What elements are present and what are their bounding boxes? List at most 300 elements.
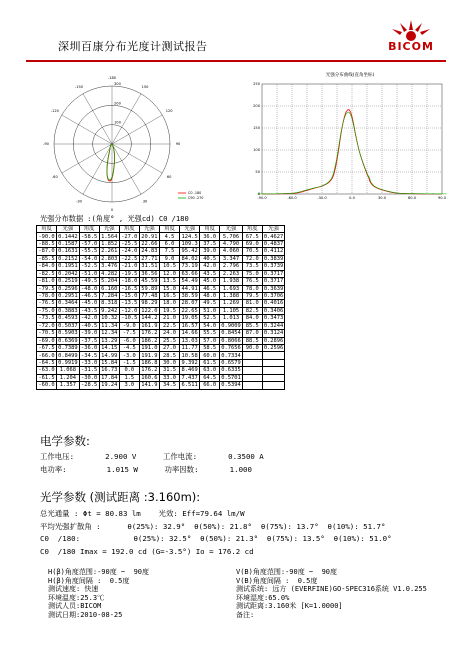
table-cell: 2.803 (101, 255, 118, 262)
table-cell: 0.9919 (58, 359, 78, 366)
condition-right: 测试距离:3.160米 [K=1.0000] (236, 602, 343, 611)
condition-left: 测试速度: 快速 (48, 585, 99, 594)
table-cell: 7.437 (181, 374, 198, 381)
table-row (37, 248, 285, 255)
table-cell: -42.0 (81, 315, 98, 322)
table-cell: 10.32 (101, 315, 118, 322)
cartesian-x-tick: -30.0 (317, 196, 327, 200)
table-cell: 61.5 (200, 359, 220, 366)
table-cell: -3.0 (119, 352, 139, 359)
table-cell: 22.65 (181, 307, 198, 314)
condition-right: 测试系统: 远方 (EVERFINE)GO-SPEC316系统 V1.0.255 (236, 585, 427, 594)
cartesian-distribution-chart (240, 66, 452, 214)
table-row (37, 345, 285, 352)
intensity-data-caption (40, 214, 193, 224)
table-cell: -16.5 (121, 285, 138, 292)
table-cell: 5.204 (101, 278, 118, 285)
table-header-cell: 角度 (159, 226, 179, 233)
table-cell: 0.8454 (221, 330, 241, 337)
legend-label: C90 -270 (188, 196, 204, 200)
polar-angle-label: 120 (165, 109, 173, 114)
table-cell: -4.5 (119, 345, 139, 352)
table-cell: -78.0 (38, 293, 55, 300)
table-cell: -55.5 (81, 248, 98, 255)
table-cell: -28.5 (81, 382, 98, 389)
polar-angle-label: -150 (74, 85, 84, 90)
table-cell: 0.6579 (221, 359, 241, 366)
table-cell (262, 352, 284, 359)
table-cell: -85.5 (38, 255, 55, 262)
table-cell: -51.0 (81, 270, 98, 277)
table-cell: 66.0 (200, 382, 220, 389)
cartesian-x-tick: 30.0 (377, 196, 387, 200)
table-cell: 13.5 (159, 278, 179, 285)
table-cell: 69.0 (242, 240, 262, 247)
table-cell: -67.5 (38, 345, 55, 352)
table-cell: -45.0 (81, 300, 98, 307)
table-cell (262, 359, 284, 366)
table-cell: 90.0 (242, 345, 262, 352)
table-cell: -46.5 (81, 293, 98, 300)
table-cell: 10.5 (159, 263, 179, 270)
condition-right: V(B)角度范围:-90度 ~ 90度 (236, 568, 338, 576)
table-cell: -30.0 (81, 374, 98, 381)
table-cell: 46.5 (200, 285, 220, 292)
table-header-cell: 光强 (220, 226, 242, 233)
table-cell: 0.3473 (263, 315, 284, 322)
table-cell: -66.0 (38, 352, 55, 359)
table-header-cell: 光强 (99, 226, 119, 233)
polar-ring-label: 300 (114, 82, 121, 86)
polar-spoke (62, 144, 112, 173)
cartesian-y-tick: 100 (253, 148, 260, 153)
table-cell: 52.5 (200, 315, 220, 322)
table-cell: 0.3464 (58, 300, 78, 307)
cartesian-y-tick: 0 (257, 192, 260, 197)
table-header-cell: 光强 (180, 226, 200, 233)
table-cell: 45.59 (141, 278, 158, 285)
table-row (37, 292, 285, 299)
optical-line-3: C0 /180: θ(25%): 32.5° θ(50%): 21.3° θ(75%): 13.5° θ(10%): 51.0° (40, 534, 392, 543)
table-header-cell: 角度 (119, 226, 139, 233)
table-cell: -21.0 (121, 263, 138, 270)
table-cell: 24.83 (141, 248, 158, 255)
table-cell: 8.318 (101, 300, 118, 307)
condition-left: 测试人员:BICOM (48, 602, 102, 611)
table-cell: 1.105 (220, 307, 242, 314)
condition-left: H(β)角度间隔 : 0.5度 (48, 576, 130, 585)
table-cell: 186.2 (141, 337, 158, 344)
polar-distribution-chart (30, 64, 215, 214)
table-cell: 39.0 (200, 248, 220, 255)
cartesian-x-tick: -60.0 (287, 196, 297, 200)
polar-angle-label: -180 (107, 76, 117, 81)
table-row (37, 263, 285, 270)
table-cell: -12.0 (121, 307, 138, 314)
legend-label: C0 -180 (188, 191, 202, 195)
table-cell: 109.3 (181, 240, 198, 247)
table-cell: 0.7334 (221, 352, 241, 359)
svg-text:BICOM: BICOM (388, 40, 434, 53)
table-cell: 0.3124 (263, 330, 284, 337)
table-cell: 0.1587 (58, 240, 78, 247)
table-cell: 0.4016 (263, 300, 284, 307)
table-cell: 73.19 (181, 263, 198, 270)
table-row (37, 337, 285, 344)
table-cell: 191.0 (141, 345, 158, 352)
table-cell: -24.0 (121, 248, 138, 255)
table-cell: 78.0 (242, 285, 262, 292)
table-cell: 72.0 (242, 255, 262, 262)
table-cell: 6.160 (101, 285, 118, 292)
table-cell: 12.34 (101, 330, 118, 337)
table-cell: 15.0 (159, 285, 179, 292)
table-cell: 45.0 (200, 278, 220, 285)
table-cell: 3.0 (119, 382, 139, 389)
table-cell: 33.0 (159, 374, 179, 381)
table-cell (242, 374, 262, 381)
table-cell: 1.357 (57, 382, 79, 389)
table-cell: 0.7389 (58, 345, 78, 352)
table-cell: 76.5 (242, 278, 262, 285)
optical-line-4: C0 /180 Imax = 192.0 cd (G=-3.5°) Io = 176.2 cd (40, 547, 254, 556)
table-row (37, 255, 285, 262)
electrical-line-2: 电功率: 1.015 W 功率因数: 1.000 (40, 465, 252, 474)
table-row (37, 367, 285, 374)
table-row (37, 240, 285, 247)
table-cell: 73.5 (242, 263, 262, 270)
table-cell: 15.84 (101, 359, 118, 366)
table-cell: 22.66 (141, 240, 158, 247)
table-row (37, 359, 285, 366)
table-cell: 141.9 (141, 382, 158, 389)
table-cell: 1.564 (101, 233, 118, 240)
table-cell: 0.1442 (58, 233, 78, 240)
table-cell: 161.9 (141, 322, 158, 329)
table-cell: 48.0 (200, 292, 220, 299)
table-cell: 0.2519 (58, 278, 78, 285)
table-cell: 42.0 (200, 263, 220, 270)
polar-angle-label: -60 (51, 175, 58, 180)
condition-right: 环境湿度:65.0% (236, 593, 290, 602)
polar-spoke (83, 144, 112, 194)
polar-angle-label: -30 (76, 199, 82, 204)
table-cell: -60.0 (38, 382, 55, 389)
table-cell: 37.5 (200, 240, 220, 247)
table-cell: 31.51 (141, 263, 158, 270)
table-cell: -52.5 (81, 263, 98, 270)
table-cell: 19.05 (181, 315, 198, 322)
table-cell: -13.5 (121, 300, 138, 307)
table-header-cell: 光强 (139, 226, 159, 233)
table-cell: 36.0 (200, 233, 220, 240)
table-header-cell: 角度 (242, 226, 262, 233)
polar-angle-label: 90 (175, 142, 181, 147)
table-cell: 98.29 (141, 300, 158, 307)
table-row (37, 278, 285, 285)
table-cell: -27.0 (121, 233, 138, 240)
cartesian-chart-title: 光强分布曲线(直角坐标) (325, 73, 375, 78)
table-cell: -82.5 (38, 270, 55, 277)
polar-spoke (83, 94, 112, 144)
table-cell: 63.66 (181, 270, 198, 277)
optical-line-1: 总光通量 : Φt = 80.83 lm 光效: Eff=79.64 lm/W (40, 509, 245, 518)
table-cell: 0.5037 (58, 322, 78, 329)
table-cell: -69.0 (38, 337, 55, 344)
table-cell: 11.77 (181, 345, 198, 352)
table-cell: 0.3639 (263, 285, 284, 292)
table-cell: -10.5 (121, 315, 138, 322)
polar-ring-label: 100 (114, 120, 121, 125)
table-cell: -58.5 (81, 233, 98, 240)
table-cell: 0.3706 (263, 293, 284, 300)
polar-curve-c0 (107, 144, 115, 181)
table-cell: 77.48 (141, 293, 158, 300)
table-cell: 0.2896 (263, 337, 284, 344)
table-cell: 0.3739 (263, 263, 284, 270)
cartesian-x-tick: -90.0 (257, 196, 267, 200)
table-cell: -1.5 (119, 359, 139, 366)
table-cell: 2.261 (101, 248, 118, 255)
table-cell: -9.0 (119, 322, 139, 329)
table-cell: -49.5 (81, 278, 98, 285)
cartesian-x-tick: 60.0 (407, 196, 417, 200)
table-cell: 9.0 (159, 255, 179, 262)
table-cell: 17.84 (101, 374, 118, 381)
table-cell: 0.5903 (58, 330, 78, 337)
intensity-data-label: 光强分布数据 (40, 214, 84, 223)
table-cell: 16.73 (101, 367, 118, 374)
table-header-cell: 光强 (57, 226, 79, 233)
table-cell: -87.0 (38, 248, 55, 255)
bicom-logo (378, 16, 444, 54)
table-cell: 176.2 (141, 330, 158, 337)
polar-angle-label: 0 (110, 208, 114, 213)
table-cell: 0.2042 (58, 270, 78, 277)
table-cell: 186.8 (141, 359, 158, 366)
intensity-data-c: C0 (158, 214, 168, 223)
table-cell: 95.42 (181, 248, 198, 255)
table-cell: -90.0 (38, 233, 55, 240)
table-cell: 51.0 (200, 307, 220, 314)
table-cell: 11.34 (101, 322, 118, 329)
table-cell: 1.068 (57, 367, 79, 374)
table-cell: 43.5 (200, 270, 220, 277)
table-cell: -40.5 (81, 322, 98, 329)
table-cell: 0.3717 (263, 278, 284, 285)
table-cell: 24.0 (159, 330, 179, 337)
table-cell: 0.1951 (58, 263, 78, 270)
table-cell: 30.0 (159, 359, 179, 366)
table-cell: 75.0 (242, 270, 262, 277)
table-header-cell: 角度 (200, 226, 220, 233)
table-cell: -6.0 (119, 337, 139, 344)
table-cell: 85.5 (242, 322, 262, 329)
table-cell: 0.4593 (58, 315, 78, 322)
table-cell: 19.24 (101, 382, 118, 389)
table-cell: 28.07 (181, 300, 198, 307)
table-row (37, 285, 285, 292)
table-cell: -61.5 (38, 374, 55, 381)
table-cell (262, 374, 284, 381)
table-cell: 2.796 (220, 263, 242, 270)
table-cell: 13.29 (101, 337, 118, 344)
table-row (37, 233, 285, 240)
polar-spoke (112, 144, 141, 194)
table-cell: 6.511 (181, 382, 198, 389)
table-cell: 0.7656 (221, 345, 241, 352)
polar-spoke (112, 144, 162, 173)
header-divider (26, 60, 446, 62)
table-cell: 67.5 (242, 233, 262, 240)
table-cell: 54.49 (181, 278, 198, 285)
table-cell: 38.59 (181, 293, 198, 300)
table-cell: 87.0 (242, 330, 262, 337)
table-cell: -88.5 (38, 240, 55, 247)
condition-left: H(β)角度范围:-90度 ~ 90度 (48, 568, 150, 576)
table-cell: 55.5 (200, 330, 220, 337)
table-cell: 58.5 (200, 345, 220, 352)
table-cell: -81.0 (38, 278, 55, 285)
table-cell: 22.5 (159, 322, 179, 329)
table-cell: -79.5 (38, 285, 55, 292)
cartesian-x-tick: 0.0 (349, 196, 355, 200)
table-cell: 70.5 (242, 248, 262, 255)
table-header-cell: 角度 (79, 226, 99, 233)
table-cell: 0.2596 (58, 285, 78, 292)
table-cell: 16.57 (181, 322, 198, 329)
table-cell: 0.8499 (58, 352, 78, 359)
table-cell: 0.5701 (221, 374, 241, 381)
table-cell: 14.15 (101, 345, 118, 352)
table-cell: -31.5 (81, 367, 98, 374)
table-cell: -63.0 (38, 367, 55, 374)
intensity-table (36, 225, 285, 390)
table-cell: 79.5 (242, 292, 262, 299)
cartesian-y-tick: 150 (253, 126, 260, 131)
electrical-line-1: 工作电压: 2.900 V 工作电流: 0.3500 A (40, 452, 264, 461)
table-header-cell: 光强 (262, 226, 284, 233)
table-cell: 12.0 (159, 270, 179, 277)
optical-line-2: 平均光强扩散角 : θ(25%): 32.9° θ(50%): 21.8° θ(75%): 13.7° θ(10%): 51.7° (40, 522, 386, 531)
table-cell (242, 367, 262, 374)
table-cell: 19.5 (159, 307, 179, 314)
condition-right: 备注: (236, 611, 255, 619)
table-row (37, 270, 285, 277)
table-cell: 34.5 (159, 382, 179, 389)
table-cell: 0.3883 (58, 307, 78, 314)
table-row (37, 330, 285, 337)
table-cell: 10.58 (181, 352, 198, 359)
table-cell: 20.91 (141, 233, 158, 240)
polar-angle-label: 30 (142, 199, 148, 204)
polar-angle-label: -120 (50, 109, 59, 114)
cartesian-x-tick: 90.0 (437, 196, 447, 200)
table-cell: 1.852 (101, 240, 118, 247)
table-cell: -15.0 (121, 293, 138, 300)
table-cell: 31.5 (159, 367, 179, 374)
table-cell: -36.0 (81, 345, 98, 352)
table-cell: 1.693 (220, 285, 242, 292)
table-row (37, 315, 285, 322)
table-cell: 1.269 (220, 300, 242, 307)
table-cell: 27.0 (159, 345, 179, 352)
table-cell: -75.0 (38, 307, 55, 314)
table-cell: 160.6 (141, 374, 158, 381)
table-cell: 64.5 (200, 374, 220, 381)
table-cell: 9.242 (101, 307, 118, 314)
table-cell: 0.3244 (263, 322, 284, 329)
table-cell: 84.0 (242, 315, 262, 322)
table-cell: 0.3406 (263, 307, 284, 314)
table-cell: 54.0 (200, 322, 220, 329)
table-row (37, 382, 285, 389)
table-cell: 124.5 (181, 233, 198, 240)
cartesian-y-tick: 50 (255, 170, 260, 175)
table-cell: 28.5 (159, 352, 179, 359)
table-cell: 59.89 (141, 285, 158, 292)
table-header-row (37, 226, 285, 233)
table-cell: -7.5 (119, 330, 139, 337)
table-cell: 8.469 (181, 367, 198, 374)
table-cell: 0.2596 (263, 345, 284, 352)
table-cell (242, 352, 262, 359)
table-cell: 0.8066 (221, 337, 241, 344)
table-cell: 14.66 (181, 330, 198, 337)
table-cell: -54.0 (81, 255, 98, 262)
table-cell: 0.4627 (263, 233, 284, 240)
table-cell: -72.0 (38, 322, 55, 329)
table-cell: 3.347 (220, 255, 242, 262)
intensity-data-units: :(角度° , 光强cd) (87, 214, 155, 223)
table-cell: 27.71 (141, 255, 158, 262)
intensity-data-range: /180 (171, 214, 189, 223)
table-cell: -76.5 (38, 300, 55, 307)
table-cell: 13.03 (181, 337, 198, 344)
optical-heading: 光学参数 (测试距离 :3.160m): (40, 490, 201, 504)
table-cell: 21.0 (159, 315, 179, 322)
table-cell: 18.0 (159, 300, 179, 307)
table-header-cell: 角度 (37, 226, 57, 233)
table-cell: 191.9 (141, 352, 158, 359)
table-cell: -64.5 (38, 359, 55, 366)
polar-angle-label: 60 (166, 175, 172, 180)
polar-angle-label: -90 (43, 142, 49, 147)
table-cell: 0.1631 (58, 248, 78, 255)
table-cell: 0.2951 (58, 293, 78, 300)
table-cell: 0.4112 (263, 248, 284, 255)
table-cell (242, 359, 262, 366)
table-cell: -19.5 (121, 270, 138, 277)
table-cell: 63.0 (200, 367, 220, 374)
table-row (37, 300, 285, 307)
table-cell: 4.5 (159, 233, 179, 240)
table-cell: 40.5 (200, 255, 220, 262)
table-cell (262, 382, 284, 389)
table-cell: 9.392 (181, 359, 198, 366)
table-cell: 84.02 (181, 255, 198, 262)
table-cell: 2.263 (220, 270, 242, 277)
polar-spoke (62, 115, 112, 144)
table-cell: 0.3839 (263, 255, 284, 262)
cartesian-y-tick: 200 (253, 104, 260, 109)
table-cell: 4.060 (220, 248, 242, 255)
table-cell: -33.0 (81, 359, 98, 366)
table-cell: -73.5 (38, 315, 55, 322)
table-cell: 6.0 (159, 240, 179, 247)
table-cell: 16.5 (159, 292, 179, 299)
table-cell: -57.0 (81, 240, 98, 247)
